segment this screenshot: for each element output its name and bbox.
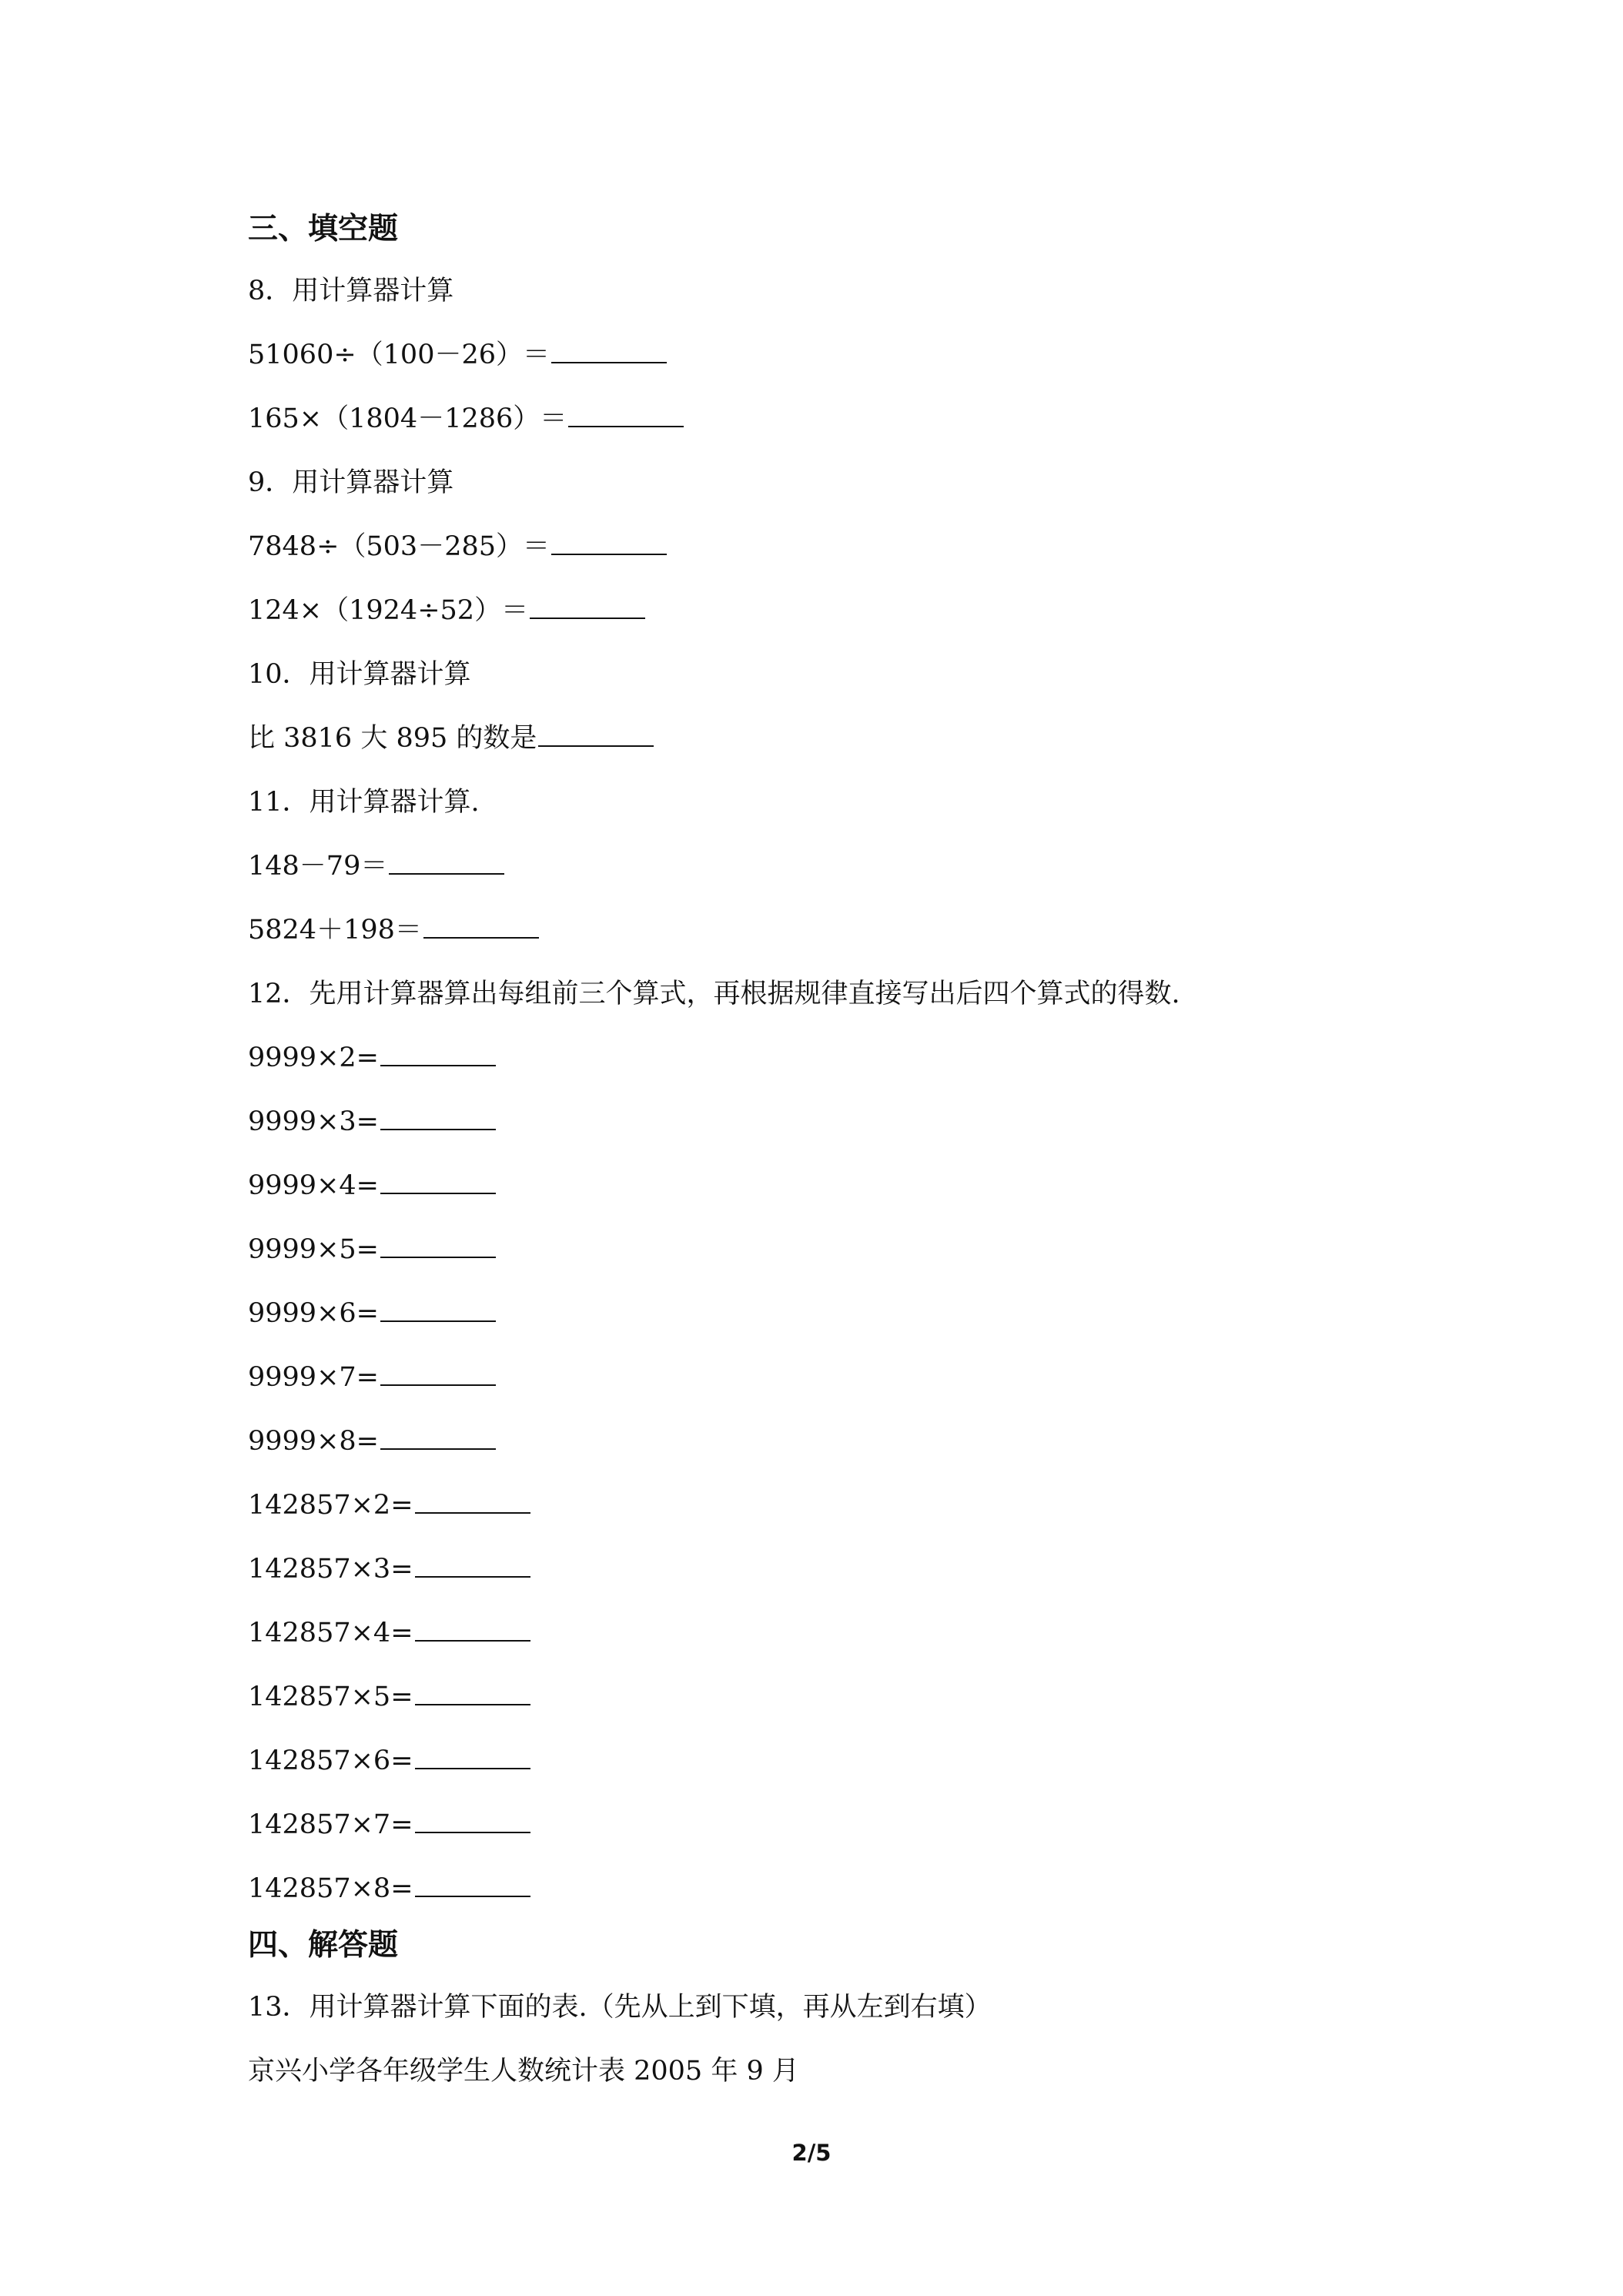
answer-blank[interactable] — [389, 844, 504, 875]
question-12-item — [248, 1290, 1387, 1337]
answer-blank[interactable] — [415, 1611, 530, 1642]
question-10-label: 10．用计算器计算 — [248, 659, 471, 690]
answer-blank[interactable] — [380, 1036, 496, 1066]
answer-blank[interactable] — [551, 524, 667, 555]
answer-blank[interactable] — [415, 1866, 530, 1897]
expression-text: 5824＋198＝ — [248, 915, 422, 946]
expression-text: 142857×8= — [248, 1873, 413, 1904]
expression-text: 148－79＝ — [248, 851, 388, 882]
question-8-expression-1 — [248, 332, 1387, 378]
expression-text: 142857×4= — [248, 1618, 413, 1648]
answer-blank[interactable] — [538, 716, 654, 747]
question-12-item — [248, 1802, 1387, 1848]
expression-text: 142857×6= — [248, 1745, 413, 1776]
answer-blank[interactable] — [530, 588, 645, 619]
answer-blank[interactable] — [380, 1291, 496, 1322]
answer-blank[interactable] — [568, 397, 684, 427]
expression-text: 142857×5= — [248, 1682, 413, 1712]
question-12-item — [248, 1035, 1387, 1081]
expression-text: 7848÷（503－285）＝ — [248, 531, 550, 562]
question-12-item — [248, 1354, 1387, 1401]
question-12-label: 12．先用计算器算出每组前三个算式，再根据规律直接写出后四个算式的得数. — [248, 979, 1180, 1009]
question-9-expression-2 — [248, 587, 1387, 634]
answer-blank[interactable] — [380, 1227, 496, 1258]
question-12-item — [248, 1674, 1387, 1720]
expression-text: 9999×8= — [248, 1426, 379, 1457]
expression-text: 142857×3= — [248, 1554, 413, 1585]
expression-text: 9999×5= — [248, 1234, 379, 1265]
answer-blank[interactable] — [551, 333, 667, 363]
expression-text: 9999×3= — [248, 1106, 379, 1137]
question-9-expression-1 — [248, 524, 1387, 570]
section-title-answer: 四、解答题 — [248, 1928, 399, 1963]
question-12-item — [248, 1099, 1387, 1145]
question-12-item — [248, 1546, 1387, 1592]
section-title-fill-in: 三、填空题 — [248, 212, 399, 246]
answer-blank[interactable] — [380, 1355, 496, 1386]
expression-text: 比 3816 大 895 的数是 — [248, 723, 537, 754]
question-12-item — [248, 1738, 1387, 1784]
expression-text: 9999×7= — [248, 1362, 379, 1393]
answer-blank[interactable] — [415, 1802, 530, 1833]
expression-text: 142857×2= — [248, 1490, 413, 1521]
answer-blank[interactable] — [380, 1163, 496, 1194]
expression-text: 142857×7= — [248, 1809, 413, 1840]
question-12-item — [248, 1163, 1387, 1209]
question-11-expression-2 — [248, 907, 1387, 953]
question-12-item — [248, 1482, 1387, 1528]
question-8-label: 8．用计算器计算 — [248, 276, 454, 306]
question-8-expression-2 — [248, 396, 1387, 442]
expression-text: 51060÷（100－26）＝ — [248, 340, 550, 370]
page-content — [248, 206, 1387, 2094]
question-11-expression-1 — [248, 843, 1387, 889]
question-12-item — [248, 1418, 1387, 1464]
question-12-item — [248, 1610, 1387, 1656]
expression-text: 9999×4= — [248, 1170, 379, 1201]
question-10-expression-1 — [248, 715, 1387, 761]
expression-text: 124×（1924÷52）＝ — [248, 595, 529, 626]
question-11-label: 11．用计算器计算. — [248, 787, 480, 818]
question-12-item — [248, 1227, 1387, 1273]
answer-blank[interactable] — [415, 1547, 530, 1578]
expression-text: 165×（1804－1286）＝ — [248, 403, 567, 434]
page-number: 2/5 — [791, 2140, 832, 2166]
answer-blank[interactable] — [380, 1419, 496, 1450]
expression-text: 9999×2= — [248, 1043, 379, 1073]
question-13-label: 13．用计算器计算下面的表.（先从上到下填，再从左到右填） — [248, 1992, 992, 2023]
table-caption: 京兴小学各年级学生人数统计表 2005 年 9 月 — [248, 2056, 799, 2087]
answer-blank[interactable] — [415, 1483, 530, 1514]
question-9-label: 9．用计算器计算 — [248, 467, 454, 498]
question-12-item — [248, 1866, 1387, 1912]
answer-blank[interactable] — [380, 1099, 496, 1130]
expression-text: 9999×6= — [248, 1298, 379, 1329]
answer-blank[interactable] — [415, 1739, 530, 1769]
answer-blank[interactable] — [415, 1675, 530, 1705]
answer-blank[interactable] — [423, 908, 539, 939]
